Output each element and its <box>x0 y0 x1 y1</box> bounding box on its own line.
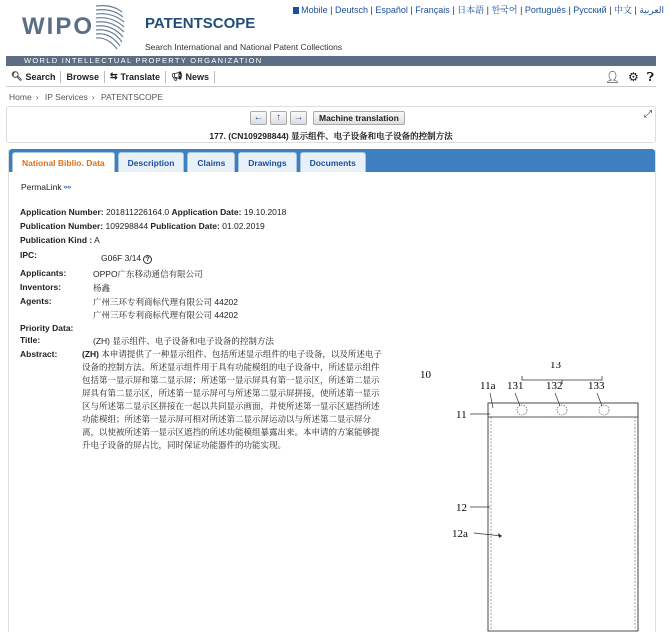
abstract-prefix: (ZH) <box>82 349 99 359</box>
abstract-line: 包括第一显示屏和第二显示屏；所述第一显示屏具有第一显示区，所述第二显示 <box>82 375 380 385</box>
translate-icon: ⇆ <box>109 71 118 81</box>
publication-date-value: 01.02.2019 <box>222 221 265 231</box>
search-icon: 🔍︎ <box>11 71 23 81</box>
abstract-label: Abstract: <box>20 349 58 359</box>
link-icon: ⚯ <box>64 183 71 192</box>
document-tabs-panel <box>8 149 656 632</box>
abstract-text <box>82 348 396 452</box>
back-to-list-button[interactable]: ↑ <box>270 111 287 125</box>
site-header <box>0 0 670 56</box>
previous-result-button[interactable]: ← <box>250 111 267 125</box>
lang-deutsch[interactable]: Deutsch <box>335 5 369 15</box>
mobile-icon <box>293 7 299 14</box>
module-132 <box>557 405 567 415</box>
result-navigation-panel <box>6 106 656 143</box>
tab-description[interactable]: Description <box>118 152 185 172</box>
lang-russian[interactable]: Русский <box>573 5 607 15</box>
title-label: Title: <box>20 335 41 345</box>
applicants-value: OPPO广东移动通信有限公司 <box>93 269 203 279</box>
ipc-label: IPC: <box>20 250 37 260</box>
abstract-line: 离，以使被所述第一显示区遮挡的所述功能模组暴露出来。本申请的方案能够提 <box>82 427 380 437</box>
agent-1-value: 广州三环专利商标代理有限公司 44202 <box>93 297 238 307</box>
label-132: 132 <box>546 380 563 392</box>
search-label: Search <box>25 71 56 82</box>
tab-bar <box>9 149 655 172</box>
help-circle-icon[interactable]: ? <box>143 255 152 264</box>
result-nav-buttons <box>250 111 405 125</box>
wipo-emblem-icon <box>92 2 128 52</box>
application-date-value: 19.10.2018 <box>243 207 287 217</box>
patentscope-title[interactable]: PATENTSCOPE <box>145 15 256 32</box>
publication-kind-label: Publication Kind : <box>20 235 93 245</box>
publication-number-label: Publication Number: <box>20 221 104 231</box>
news-label: News <box>185 71 210 82</box>
label-11a: 11a <box>480 380 496 392</box>
leader-131 <box>515 393 520 406</box>
publication-row <box>20 221 265 231</box>
wipo-logo-text[interactable]: WIPO <box>22 13 94 40</box>
publication-number-value: 109298844 <box>105 221 149 231</box>
search-menu[interactable] <box>6 71 61 83</box>
leader-132 <box>555 393 560 406</box>
application-row <box>20 207 286 217</box>
priority-data-label: Priority Data: <box>20 323 74 333</box>
title-value: (ZH) 显示组件、电子设备和电子设备的控制方法 <box>93 336 274 346</box>
inventors-value: 杨鑫 <box>93 283 111 293</box>
label-10: 10 <box>420 369 431 381</box>
publication-date-label: Publication Date: <box>150 221 220 231</box>
leader-133 <box>597 393 602 406</box>
applicants-label: Applicants: <box>20 268 67 278</box>
megaphone-icon: 📢︎ <box>171 71 183 81</box>
breadcrumb-home[interactable]: Home <box>9 92 32 102</box>
abstract-line: 升电子设备的屏占比，同时保证功能器件的功能实现。 <box>82 440 287 450</box>
label-11: 11 <box>456 409 467 421</box>
abstract-line: (ZH) 本申请提供了一种显示组件、包括所述显示组件的电子设备，以及所述电子 <box>82 349 382 359</box>
user-icon[interactable]: 👤︎ <box>604 70 621 84</box>
lang-chinese[interactable]: 中文 <box>614 5 633 15</box>
application-date-label: Application Date: <box>171 207 242 217</box>
application-number-value: 201811226164.0 <box>105 207 170 217</box>
translate-label: Translate <box>120 71 161 82</box>
org-name-bar: WORLD INTELLECTUAL PROPERTY ORGANIZATION <box>6 56 656 66</box>
publication-kind-row <box>20 235 100 245</box>
label-13: 13 <box>550 362 561 371</box>
help-icon[interactable]: ❓︎ <box>646 70 654 84</box>
gear-icon[interactable]: ⚙ <box>628 70 639 84</box>
module-133 <box>599 405 609 415</box>
agent-2-value: 广州三环专利商标代理有限公司 44202 <box>93 310 238 320</box>
breadcrumb-patentscope[interactable]: PATENTSCOPE <box>100 92 163 102</box>
phone-outline <box>488 403 638 631</box>
browse-label: Browse <box>66 71 99 82</box>
inventors-label: Inventors: <box>20 282 62 292</box>
display-area <box>491 417 635 631</box>
module-131 <box>517 405 527 415</box>
translate-menu[interactable] <box>105 71 166 83</box>
lang-japanese[interactable]: 日本語 <box>457 5 485 15</box>
label-12: 12 <box>456 502 467 514</box>
toolbar-right <box>605 70 654 85</box>
publication-kind-value: A <box>94 235 100 245</box>
abstract-line: 屏具有第二显示区，所述第一显示屏可与所述第二显示屏拼接，使所述第一显示 <box>82 388 380 398</box>
news-menu[interactable] <box>166 71 215 83</box>
lang-korean[interactable]: 한국어 <box>491 5 518 15</box>
leader-11a <box>490 393 493 408</box>
abstract-line: 设备的控制方法。所述显示组件用于具有功能模组的电子设备中，所述显示组件 <box>82 362 380 372</box>
label-12a: 12a <box>452 528 468 540</box>
breadcrumb: Home › IP Services › PATENTSCOPE <box>9 92 163 102</box>
label-133: 133 <box>588 380 605 392</box>
agents-label: Agents: <box>20 296 52 306</box>
document-title: 177. (CN109298844) 显示组件、电子设备和电子设备的控制方法 <box>209 131 453 141</box>
abstract-line: 功能模组；所述第一显示屏可相对所述第二显示屏运动以与所述第二显示屏分 <box>82 414 372 424</box>
arrow-12a <box>498 533 502 538</box>
lang-mobile[interactable]: Mobile <box>301 5 328 15</box>
ipc-code[interactable]: G06F 3/14 <box>101 253 142 263</box>
expand-icon[interactable]: ⤢ <box>644 109 652 120</box>
lang-francais[interactable]: Français <box>415 5 450 15</box>
patent-drawing[interactable] <box>418 362 658 632</box>
abstract-line: 区与所述第二显示区拼接在一起以共同显示画面，并使所述第一显示区遮挡所述 <box>82 401 380 411</box>
tab-claims[interactable]: Claims <box>187 152 235 172</box>
permalink[interactable] <box>21 182 71 192</box>
lang-arabic[interactable]: العربية <box>639 5 664 15</box>
lang-portugues[interactable]: Português <box>524 5 566 15</box>
ipc-value <box>101 252 152 265</box>
breadcrumb-ip-services[interactable]: IP Services <box>44 92 88 102</box>
language-bar: Mobile | Deutsch | Español | Français | 日本語 | 한국어 | Português | Русский | 中文 | العربية <box>293 3 664 16</box>
tab-drawings[interactable]: Drawings <box>238 152 296 172</box>
next-result-button[interactable]: → <box>290 111 307 125</box>
tab-documents[interactable]: Documents <box>300 152 366 172</box>
application-number-label: Application Number: <box>20 207 104 217</box>
main-toolbar <box>6 67 656 87</box>
patentscope-subtitle: Search International and National Patent Collections <box>145 42 343 52</box>
browse-menu[interactable] <box>61 71 105 83</box>
lang-espanol[interactable]: Español <box>375 5 408 15</box>
tab-national-biblio-data[interactable]: National Biblio. Data <box>12 152 115 172</box>
permalink-label: PermaLink <box>21 182 62 192</box>
label-131: 131 <box>507 380 524 392</box>
machine-translation-button[interactable]: Machine translation <box>313 111 405 125</box>
